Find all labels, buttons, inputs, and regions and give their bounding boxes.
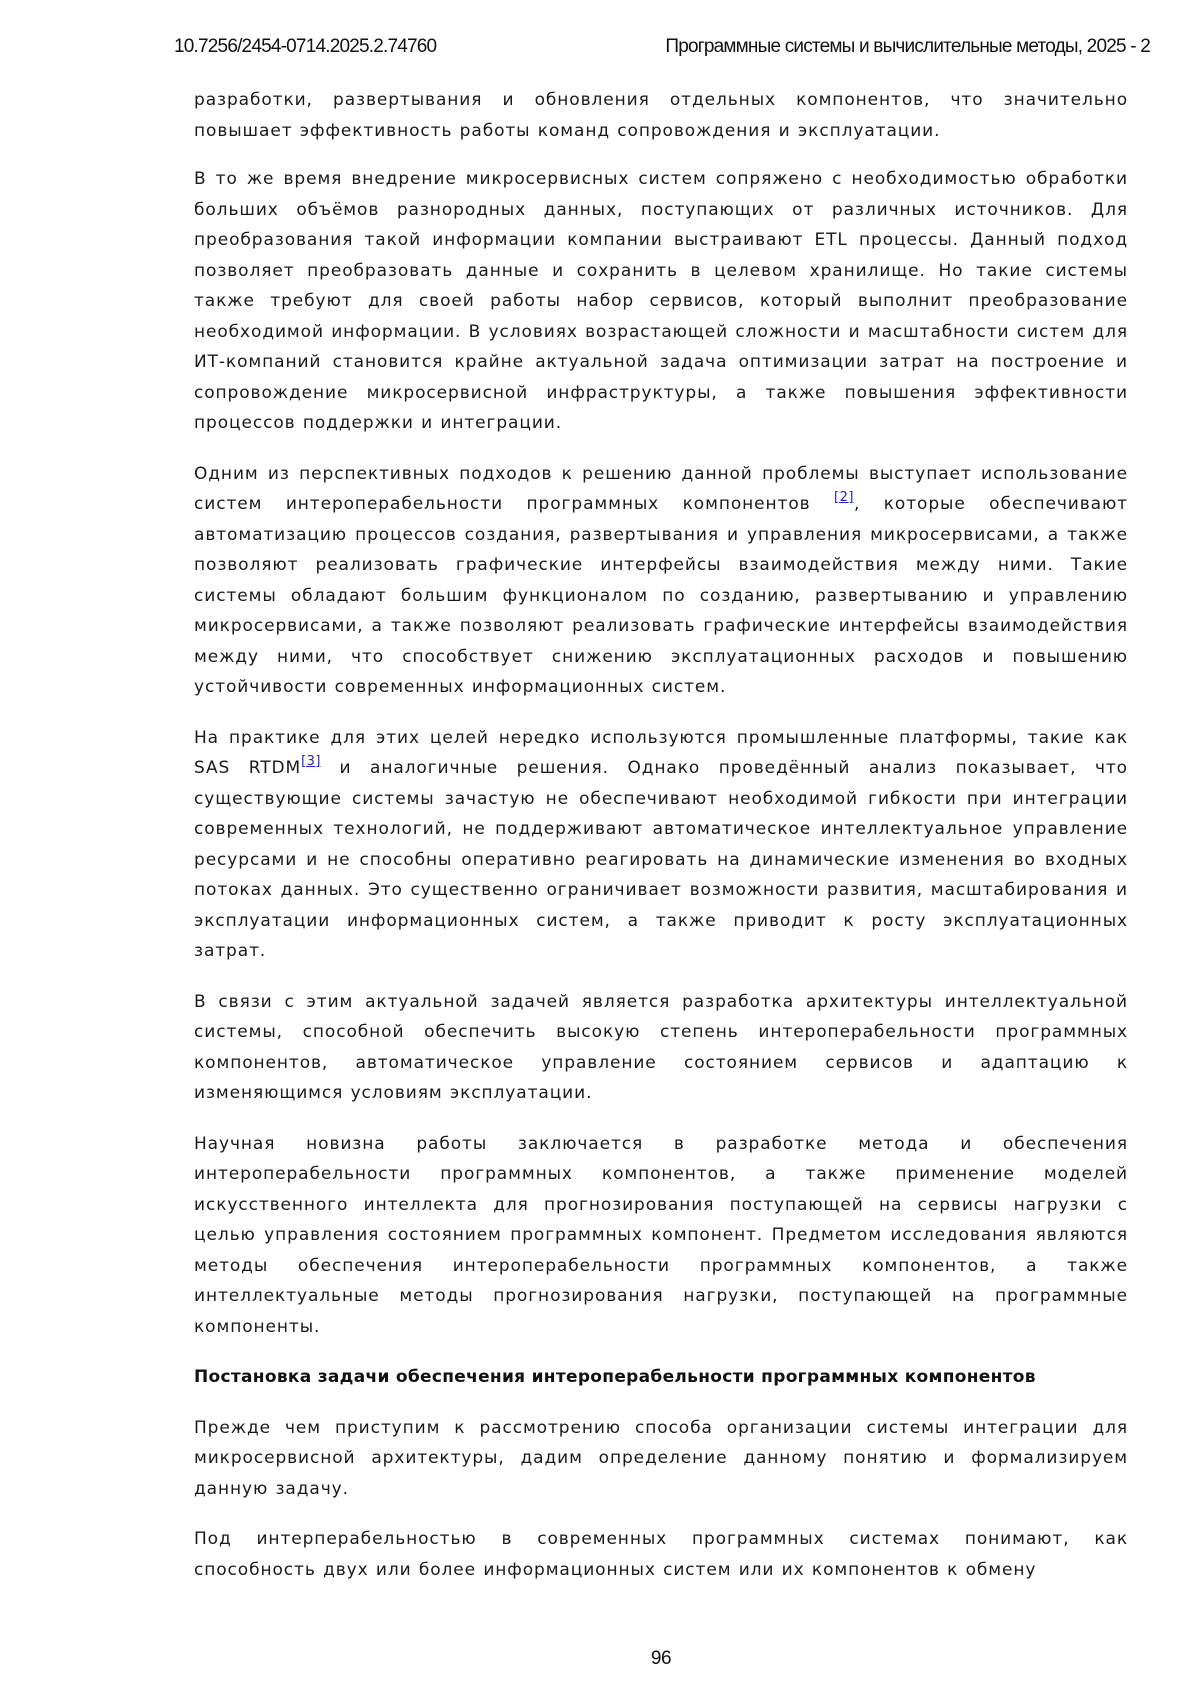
paragraph-6: Научная новизна работы заключается в разработке метода и обеспечения интероперабельности программных компонентов, а также применение моделей искусственного интеллекта для прогнозирования поступающей на сервисы нагрузки с целью управления состоянием программных компонент. Предметом исследования являются методы обеспечения интероперабельности программных компонентов, а также интеллектуальные методы прогнозирования нагрузки, поступающей на программные компоненты. <box>194 1133 1128 1337</box>
section-paragraph-2: Под интерперабельностью в современных программных системах понимают, как способность двух или более информационных систем или их компонентов к обмену <box>194 1529 1128 1580</box>
paragraph-3-text-b: , которые обеспечивают автоматизацию процессов создания, развертывания и управления микросервисами, а также позволяют реализовать графические интерфейсы взаимодействия между ними. Такие системы обладают большим функционалом по созданию, развертыванию и управлению микросервисами, а также позволяют реализовать графические интерфейсы взаимодействия между ними, что способствует снижению эксплуатационных расходов и повышению устойчивости современных информационных систем. <box>194 494 1128 697</box>
paragraph-5: В связи с этим актуальной задачей является разработка архитектуры интеллектуальной системы, способной обеспечить высокую степень интероперабельности программных компонентов, автоматическое управление состоянием сервисов и адаптацию к изменяющимся условиям эксплуатации. <box>194 991 1128 1103</box>
page-header <box>174 36 1150 62</box>
paragraph-3-text-a: Одним из перспективных подходов к решению данной проблемы выступает использование систем интероперабельности программных компонентов <box>194 463 1128 514</box>
article-body <box>194 85 1128 1605</box>
doi-text: 10.7256/2454-0714.2025.2.74760 <box>174 36 437 57</box>
paragraph-4-text-b: и аналогичные решения. Однако проведённый анализ показывает, что существующие системы зачастую не обеспечивают необходимой гибкости при интеграции современных технологий, не поддерживают автоматическое интеллектуальное управление ресурсами и не способны оперативно реагировать на динамические изменения во входных потоках данных. Это существенно ограничивает возможности развития, масштабирования и эксплуатации информационных систем, а также приводит к росту эксплуатационных затрат. <box>194 758 1128 961</box>
paragraph-4 <box>194 723 1128 967</box>
reference-link-3[interactable]: [3] <box>301 754 321 769</box>
section-heading: Постановка задачи обеспечения интероперабельности программных компонентов <box>194 1367 1036 1387</box>
paragraph-4-text-a: На практике для этих целей нередко используются промышленные платформы, такие как SAS RTDM <box>194 727 1128 778</box>
reference-link-2[interactable]: [2] <box>834 490 854 505</box>
page-number: 96 <box>650 1648 672 1669</box>
section-paragraph-1: Прежде чем приступим к рассмотрению способа организации системы интеграции для микросервисной архитектуры, дадим определение данному понятию и формализируем данную задачу. <box>194 1417 1128 1499</box>
paragraph-1: разработки, развертывания и обновления отдельных компонентов, что значительно повышает эффективность работы команд сопровождения и эксплуатации. <box>194 90 1128 141</box>
paragraph-2: В то же время внедрение микросервисных систем сопряжено с необходимостью обработки больших объёмов разнородных данных, поступающих от различных источников. Для преобразования такой информации компании выстраивают ETL процессы. Данный подход позволяет преобразовать данные и сохранить в целевом хранилище. Но такие системы также требуют для своей работы набор сервисов, который выполнит преобразование необходимой информации. В условиях возрастающей сложности и масштабности систем для ИТ-компаний становится крайне актуальной задача оптимизации затрат на построение и сопровождение микросервисной инфраструктуры, а также повышения эффективности процессов поддержки и интеграции. <box>194 169 1128 433</box>
paragraph-3 <box>194 459 1128 703</box>
journal-title: Программные системы и вычислительные методы, 2025 - 2 <box>665 36 1150 57</box>
